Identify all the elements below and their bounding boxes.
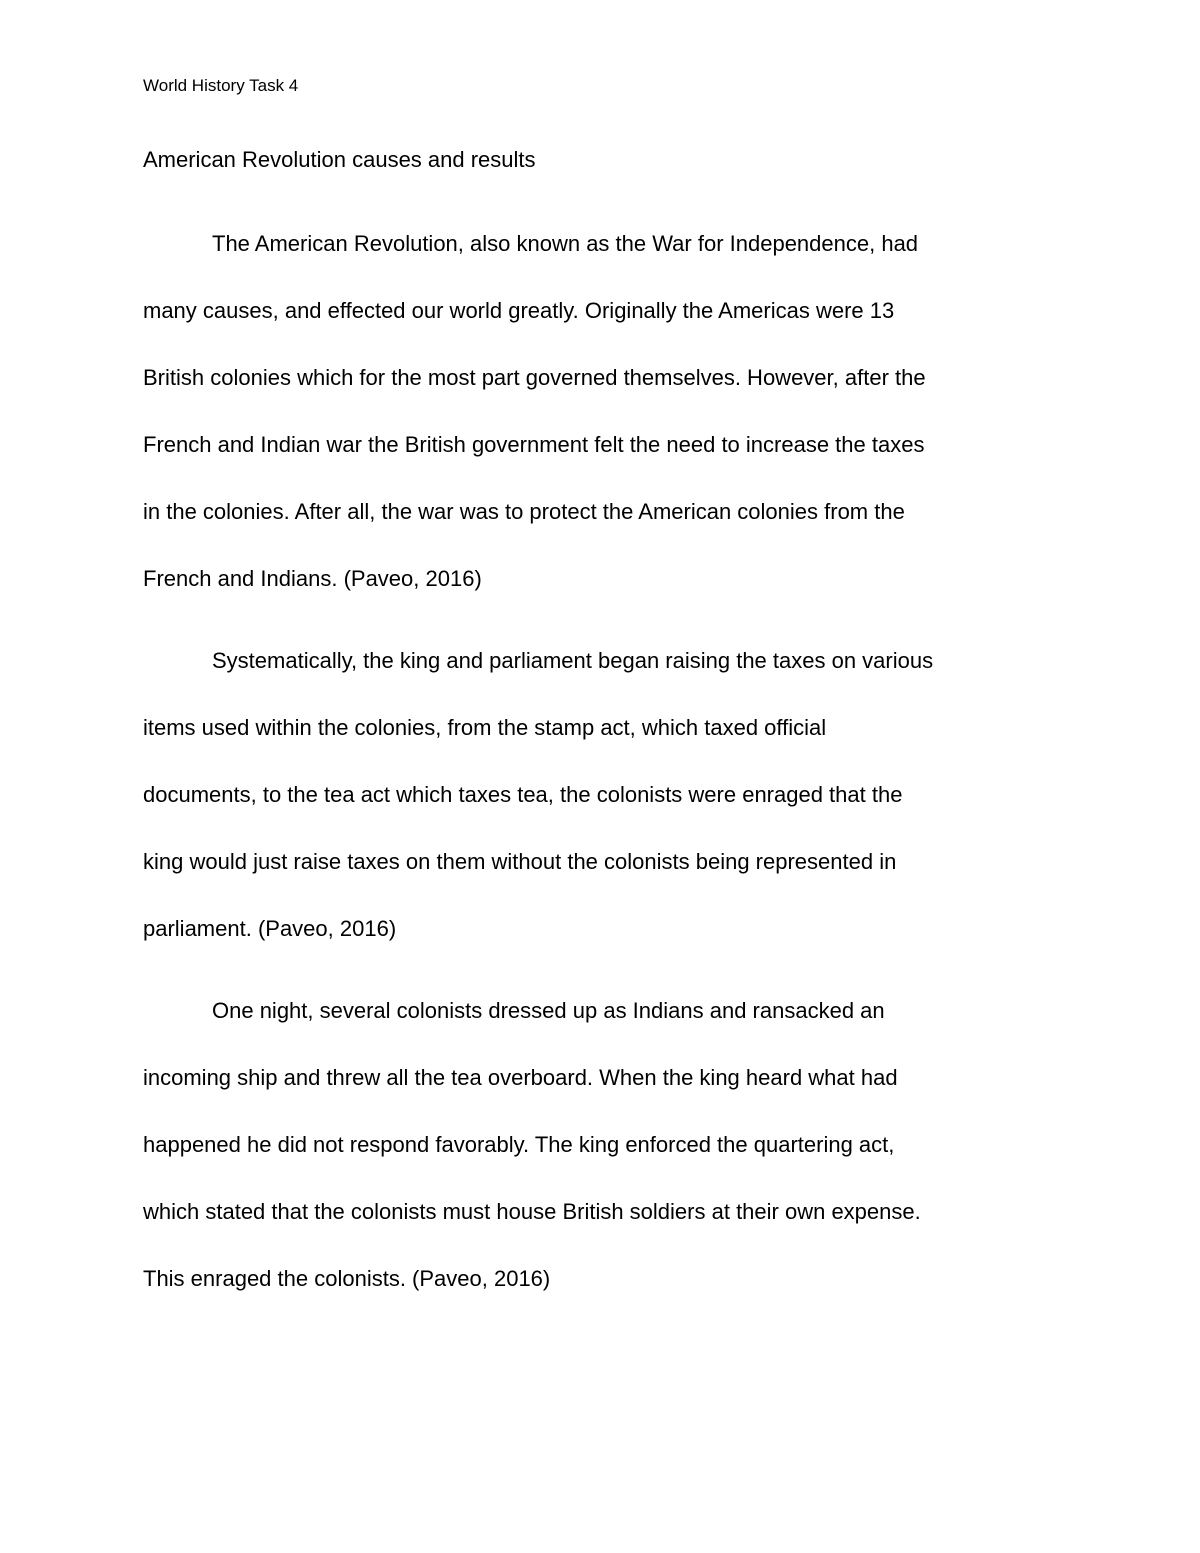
paragraph-line: incoming ship and threw all the tea overboard. When the king heard what had — [143, 1065, 898, 1090]
paragraph-line: British colonies which for the most part governed themselves. However, after the — [143, 365, 926, 390]
paragraph-line: parliament. (Paveo, 2016) — [143, 916, 397, 941]
paragraph — [143, 627, 1063, 962]
paragraph-line: One night, several colonists dressed up as Indians and ransacked an — [212, 998, 885, 1023]
paragraph-line: which stated that the colonists must house British soldiers at their own expense. — [143, 1199, 921, 1224]
paragraph-line: in the colonies. After all, the war was to protect the American colonies from the — [143, 499, 905, 524]
paragraph-line: The American Revolution, also known as the War for Independence, had — [212, 231, 919, 256]
paragraph-line: Systematically, the king and parliament began raising the taxes on various — [212, 648, 934, 673]
paragraph-line: happened he did not respond favorably. The king enforced the quartering act, — [143, 1132, 895, 1157]
paragraph-line: items used within the colonies, from the stamp act, which taxed official — [143, 715, 827, 740]
paragraph — [143, 977, 1063, 1312]
paragraph-line: many causes, and effected our world greatly. Originally the Americas were 13 — [143, 298, 895, 323]
paragraph-line: documents, to the tea act which taxes tea, the colonists were enraged that the — [143, 782, 903, 807]
document-title: American Revolution causes and results — [143, 147, 536, 172]
paragraph-line: French and Indian war the British government felt the need to increase the taxes — [143, 432, 925, 457]
running-head: World History Task 4 — [143, 76, 299, 95]
paragraph-line: king would just raise taxes on them without the colonists being represented in — [143, 849, 897, 874]
paragraph — [143, 210, 1063, 612]
paragraph-line: French and Indians. (Paveo, 2016) — [143, 566, 482, 591]
paragraph-line: This enraged the colonists. (Paveo, 2016) — [143, 1266, 551, 1291]
